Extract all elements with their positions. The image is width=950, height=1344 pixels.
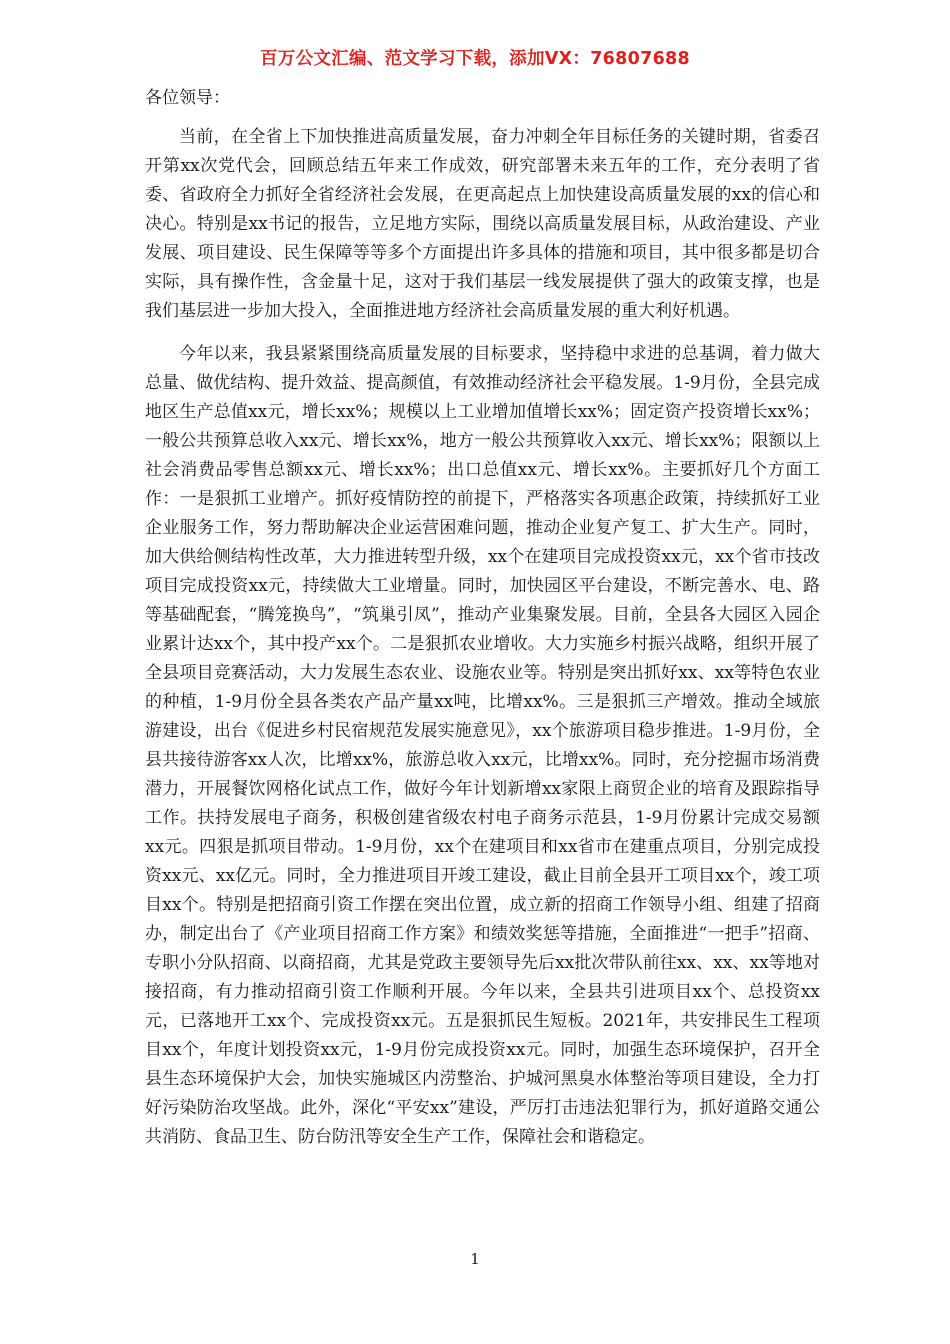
salutation: 各位领导：	[145, 88, 230, 108]
paragraph-1: 当前，在全省上下加快推进高质量发展，奋力冲刺全年目标任务的关键时期，省委召开第xx次党代会，回顾总结五年来工作成效，研究部署未来五年的工作，充分表明了省委、省政府全力抓好全省经济社会发展，在更高起点上加快建设高质量发展的xx的信心和决心。特别是xx书记的报告，立足地方实际，围绕以高质量发展目标，从政治建设、产业发展、项目建设、民生保障等等多个方面提出许多具体的措施和项目，其中很多都是切合实际，具有操作性，含金量十足，这对于我们基层一线发展提供了强大的政策支撑，也是我们基层进一步加大投入，全面推进地方经济社会高质量发展的重大利好机遇。	[145, 127, 820, 321]
page-number: 1	[470, 1250, 480, 1268]
document-body	[145, 84, 820, 1166]
header-banner: 百万公文汇编、范文学习下载，添加VX：76807688	[259, 49, 691, 69]
paragraph-2: 今年以来，我县紧紧围绕高质量发展的目标要求，坚持稳中求进的总基调，着力做大总量、做优结构、提升效益、提高颜值，有效推动经济社会平稳发展。1-9月份，全县完成地区生产总值xx元，增长xx%；规模以上工业增加值增长xx%；固定资产投资增长xx%；一般公共预算总收入xx元、增长xx%，地方一般公共预算收入xx元、增长xx%；限额以上社会消费品零售总额xx元、增长xx%；出口总值xx元、增长xx%。主要抓好几个方面工作：一是狠抓工业增产。抓好疫情防控的前提下，严格落实各项惠企政策，持续抓好工业企业服务工作，努力帮助解决企业运营困难问题，推动企业复产复工、扩大生产。同时，加大供给侧结构性改革，大力推进转型升级，xx个在建项目完成投资xx元，xx个省市技改项目完成投资xx元，持续做大工业增量。同时，加快园区平台建设，不断完善水、电、路等基础配套，“腾笼换鸟”，“筑巢引凤”，推动产业集聚发展。目前，全县各大园区入园企业累计达xx个，其中投产xx个。二是狠抓农业增收。大力实施乡村振兴战略，组织开展了全县项目竞赛活动，大力发展生态农业、设施农业等。特别是突出抓好xx、xx等特色农业的种植，1-9月份全县各类农产品产量xx吨，比增xx%。三是狠抓三产增效。推动全域旅游建设，出台《促进乡村民宿规范发展实施意见》，xx个旅游项目稳步推进。1-9月份，全县共接待游客xx人次，比增xx%，旅游总收入xx元，比增xx%。同时，充分挖掘市场消费潜力，开展餐饮网格化试点工作，做好今年计划新增xx家限上商贸企业的培育及跟踪指导工作。扶持发展电子商务，积极创建省级农村电子商务示范县，1-9月份累计完成交易额xx元。四狠是抓项目带动。1-9月份，xx个在建项目和xx省市在建重点项目，分别完成投资xx元、xx亿元。同时，全力推进项目开竣工建设，截止目前全县开工项目xx个，竣工项目xx个。特别是把招商引资工作摆在突出位置，成立新的招商工作领导小组、组建了招商办，制定出台了《产业项目招商工作方案》和绩效奖惩等措施，全面推进“一把手”招商、专职小分队招商、以商招商，尤其是党政主要领导先后xx批次带队前往xx、xx、xx等地对接招商，有力推动招商引资工作顺利开展。今年以来，全县共引进项目xx个、总投资xx元，已落地开工xx个、完成投资xx元。五是狠抓民生短板。2021年，共安排民生工程项目xx个，年度计划投资xx元，1-9月份完成投资xx元。同时，加强生态环境保护，召开全县生态环境保护大会，加快实施城区内涝整治、护城河黑臭水体整治等项目建设，全力打好污染防治攻坚战。此外，深化“平安xx”建设，严厉打击违法犯罪行为，抓好道路交通公共消防、食品卫生、防台防汛等安全生产工作，保障社会和谐稳定。	[145, 344, 820, 1147]
